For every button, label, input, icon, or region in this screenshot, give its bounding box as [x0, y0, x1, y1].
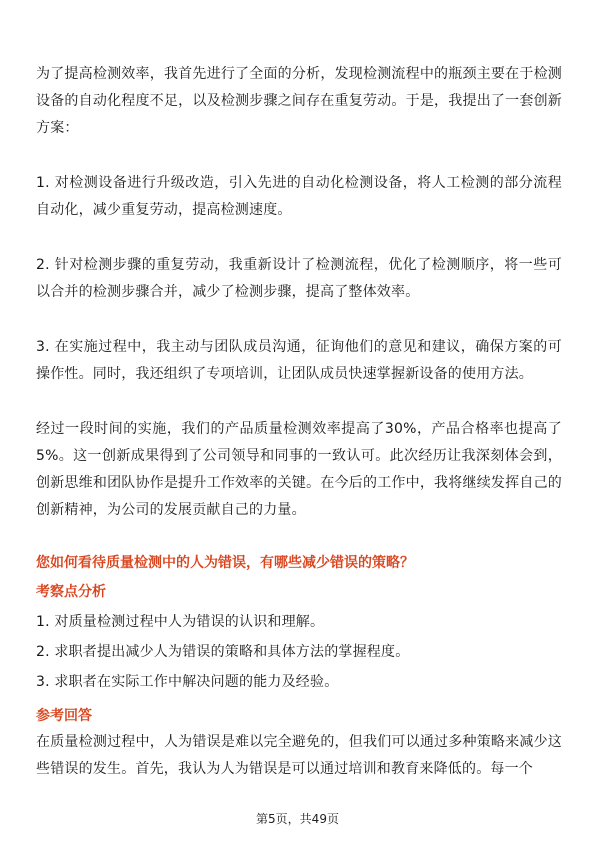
analysis-point: 3. 求职者在实际工作中解决问题的能力及经验。 [36, 674, 339, 690]
analysis-point: 1. 对质量检测过程中人为错误的认识和理解。 [36, 614, 325, 630]
intro-paragraph: 为了提高检测效率，我首先进行了全面的分析，发现检测流程中的瓶颈主要在于检测设备的自动化程度不足，以及检测步骤之间存在重复劳动。于是，我提出了一套创新方案： [36, 66, 562, 136]
answer-heading: 参考回答 [36, 708, 92, 724]
page-content [36, 61, 562, 783]
result-paragraph: 经过一段时间的实施，我们的产品质量检测效率提高了30%，产品合格率也提高了5%。这一创新成果得到了公司领导和同事的一致认可。此次经历让我深刻体会到，创新思维和团队协作是提升工作效率的关键。在今后的工作中，我将继续发挥自己的创新精神，为公司的发展贡献自己的力量。 [36, 421, 562, 518]
analysis-point-list [36, 607, 562, 697]
answer-text: 在质量检测过程中，人为错误是难以完全避免的，但我们可以通过多种策略来减少这些错误的发生。首先，我认为人为错误是可以通过培训和教育来降低的。每一个 [36, 734, 562, 777]
step-2-paragraph: 2. 针对检测步骤的重复劳动，我重新设计了检测流程，优化了检测顺序，将一些可以合并的检测步骤合并，减少了检测步骤，提高了整体效率。 [36, 257, 562, 300]
analysis-point: 2. 求职者提出减少人为错误的策略和具体方法的掌握程度。 [36, 644, 410, 660]
step-3-paragraph: 3. 在实施过程中，我主动与团队成员沟通，征询他们的意见和建议，确保方案的可操作性。同时，我还组织了专项培训，让团队成员快速掌握新设备的使用方法。 [36, 339, 562, 382]
analysis-heading: 考察点分析 [36, 584, 106, 600]
page-number-footer: 第5页，共49页 [256, 812, 339, 826]
step-1-paragraph: 1. 对检测设备进行升级改造，引入先进的自动化检测设备，将人工检测的部分流程自动化，减少重复劳动，提高检测速度。 [36, 175, 562, 218]
question-title: 您如何看待质量检测中的人为错误，有哪些减少错误的策略？ [36, 555, 414, 571]
